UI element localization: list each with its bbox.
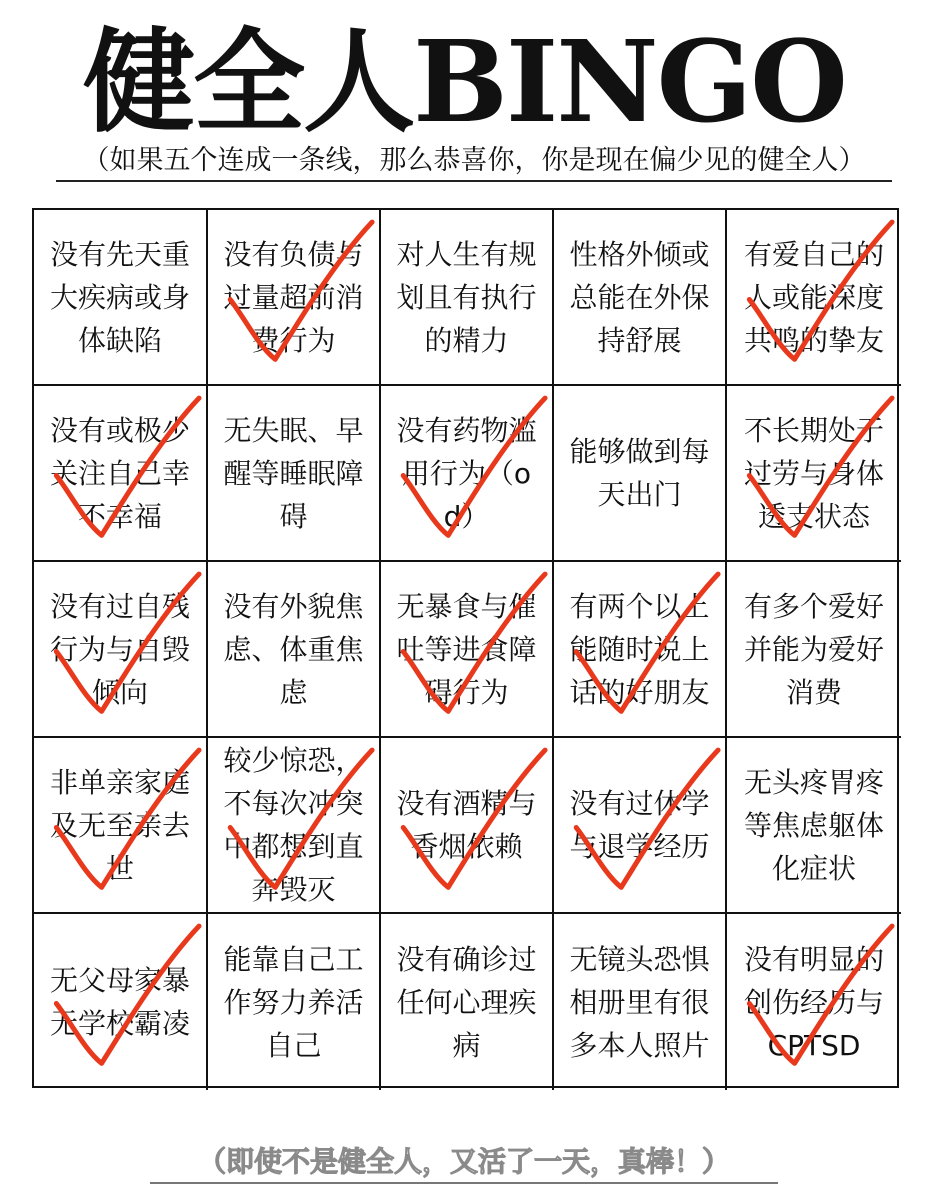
bingo-cell[interactable] (381, 386, 554, 562)
bingo-cell[interactable] (727, 562, 901, 738)
bingo-cell-text: 没有过自残行为与自毁倾向 (49, 589, 190, 709)
bingo-cell[interactable] (34, 914, 208, 1090)
bingo-cell-text: 能够做到每天出门 (569, 435, 710, 511)
bingo-cell-text: 对人生有规划且有执行的精力 (396, 237, 537, 357)
bingo-cell-text: 没有外貌焦虑、体重焦虑 (223, 589, 364, 709)
bingo-cell[interactable] (727, 914, 901, 1090)
bingo-cell-text: 无暴食与催吐等进食障碍行为 (396, 589, 537, 709)
bingo-cell[interactable] (554, 210, 727, 386)
bingo-cell[interactable] (34, 386, 208, 562)
bingo-cell-text: 没有药物滥用行为（od） (396, 413, 537, 533)
bingo-cell-text: 较少惊恐，不每次冲突中都想到直奔毁灭 (223, 744, 364, 906)
bingo-cell-text: 没有明显的创伤经历与CPTSD (743, 942, 884, 1062)
bingo-cell[interactable] (381, 210, 554, 386)
bingo-cell-text: 性格外倾或总能在外保持舒展 (569, 237, 710, 357)
bingo-cell-text: 非单亲家庭及无至亲去世 (49, 765, 190, 885)
bingo-cell-text: 不长期处于过劳与身体透支状态 (743, 413, 884, 533)
bingo-cell-text: 没有确诊过任何心理疾病 (396, 942, 537, 1062)
bingo-cell-text: 有多个爱好并能为爱好消费 (743, 589, 884, 709)
bingo-cell[interactable] (208, 738, 381, 914)
bingo-cell[interactable] (554, 386, 727, 562)
bingo-cell[interactable] (208, 914, 381, 1090)
bingo-cell-text: 无镜头恐惧相册里有很多本人照片 (569, 942, 710, 1062)
bingo-cell-text: 无失眠、早醒等睡眠障碍 (223, 413, 364, 533)
bingo-cell[interactable] (381, 738, 554, 914)
bingo-cell[interactable] (208, 386, 381, 562)
bingo-cell-text: 没有先天重大疾病或身体缺陷 (49, 237, 190, 357)
bingo-cell-text: 没有负债与过量超前消费行为 (223, 237, 364, 357)
bingo-board (32, 208, 899, 1088)
bingo-cell-text: 有两个以上能随时说上话的好朋友 (569, 589, 710, 709)
bingo-cell-text: 无父母家暴无学校霸凌 (49, 964, 190, 1040)
subtitle: （如果五个连成一条线，那么恭喜你，你是现在偏少见的健全人） (56, 142, 892, 182)
bingo-cell[interactable] (727, 738, 901, 914)
bingo-cell-text: 没有过休学与退学经历 (569, 787, 710, 863)
bingo-cell[interactable] (554, 738, 727, 914)
bingo-cell-text: 无头疼胃疼等焦虑躯体化症状 (743, 765, 884, 885)
page-title: 健全人BINGO (83, 17, 846, 148)
bingo-cell[interactable] (554, 562, 727, 738)
bingo-cell[interactable] (554, 914, 727, 1090)
bingo-cell-text: 能靠自己工作努力养活自己 (223, 942, 364, 1062)
bingo-cell[interactable] (34, 210, 208, 386)
bingo-cell-text: 没有或极少关注自己幸不幸福 (49, 413, 190, 533)
bingo-cell[interactable] (381, 914, 554, 1090)
bingo-cell[interactable] (381, 562, 554, 738)
footer-note: （即使不是健全人，又活了一天，真棒！） (150, 1142, 778, 1184)
bingo-cell[interactable] (34, 738, 208, 914)
bingo-cell[interactable] (34, 562, 208, 738)
bingo-cell[interactable] (727, 386, 901, 562)
bingo-cell-text: 有爱自己的人或能深度共鸣的挚友 (743, 237, 884, 357)
bingo-cell[interactable] (208, 562, 381, 738)
bingo-cell-text: 没有酒精与香烟依赖 (396, 787, 537, 863)
bingo-cell[interactable] (208, 210, 381, 386)
bingo-cell[interactable] (727, 210, 901, 386)
